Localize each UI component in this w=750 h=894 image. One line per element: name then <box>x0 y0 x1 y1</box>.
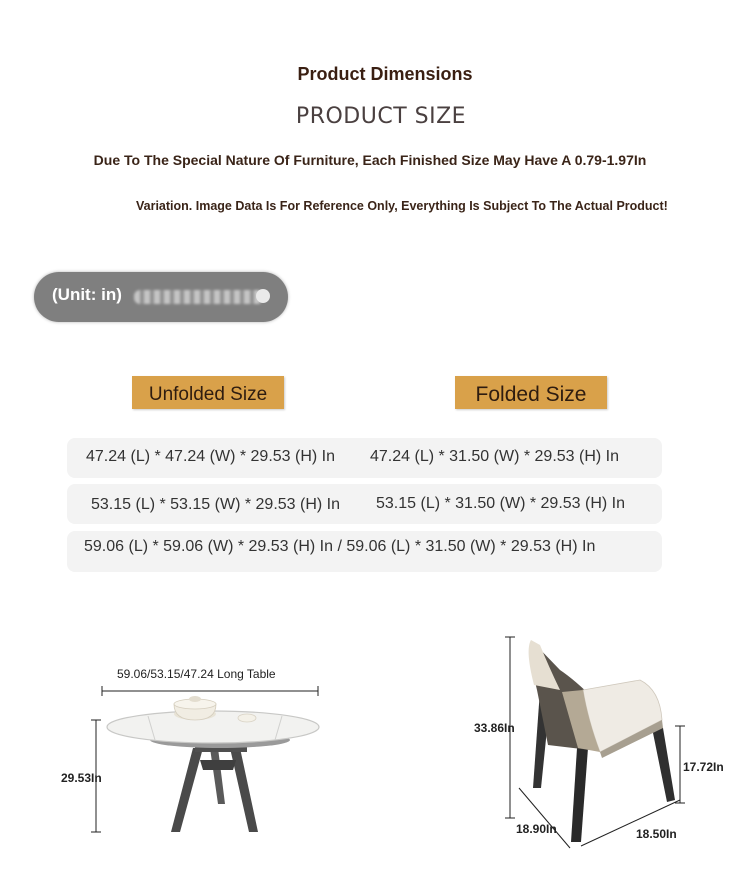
variation-note-line-1: Due To The Special Nature Of Furniture, Each Finished Size May Have A 0.79-1.97In <box>93 152 647 168</box>
table-length-label: 59.06/53.15/47.24 Long Table <box>117 667 276 681</box>
combined-size-value: 59.06 (L) * 59.06 (W) * 29.53 (H) In / 59.06 (L) * 31.50 (W) * 29.53 (H) In <box>84 538 596 555</box>
round-table-illustration <box>107 696 319 832</box>
table-height-label: 29.53In <box>61 771 102 785</box>
dining-chair-illustration <box>529 640 675 842</box>
table-length-dimension-line <box>102 686 318 696</box>
chair-depth-dimension-line <box>519 788 570 848</box>
folded-size-value: 47.24 (L) * 31.50 (W) * 29.53 (H) In <box>370 448 619 465</box>
page-subtitle: PRODUCT SIZE <box>295 104 467 129</box>
unfolded-size-value: 53.15 (L) * 53.15 (W) * 29.53 (H) In <box>91 496 340 513</box>
chair-width-label: 18.50In <box>636 827 677 841</box>
page-title: Product Dimensions <box>297 64 473 84</box>
folded-size-badge: Folded Size <box>455 376 607 409</box>
unfolded-size-badge: Unfolded Size <box>132 376 284 409</box>
unit-label: (Unit: in) <box>52 285 122 304</box>
chair-seat-height-label: 17.72In <box>683 760 724 774</box>
variation-note-line-2: Variation. Image Data Is For Reference Only, Everything Is Subject To The Actual Product! <box>136 199 668 213</box>
chair-depth-label: 18.90In <box>516 822 557 836</box>
chair-height-label: 33.86In <box>474 721 515 735</box>
folded-size-value: 53.15 (L) * 31.50 (W) * 29.53 (H) In <box>376 495 625 512</box>
unfolded-size-value: 47.24 (L) * 47.24 (W) * 29.53 (H) In <box>86 448 335 465</box>
